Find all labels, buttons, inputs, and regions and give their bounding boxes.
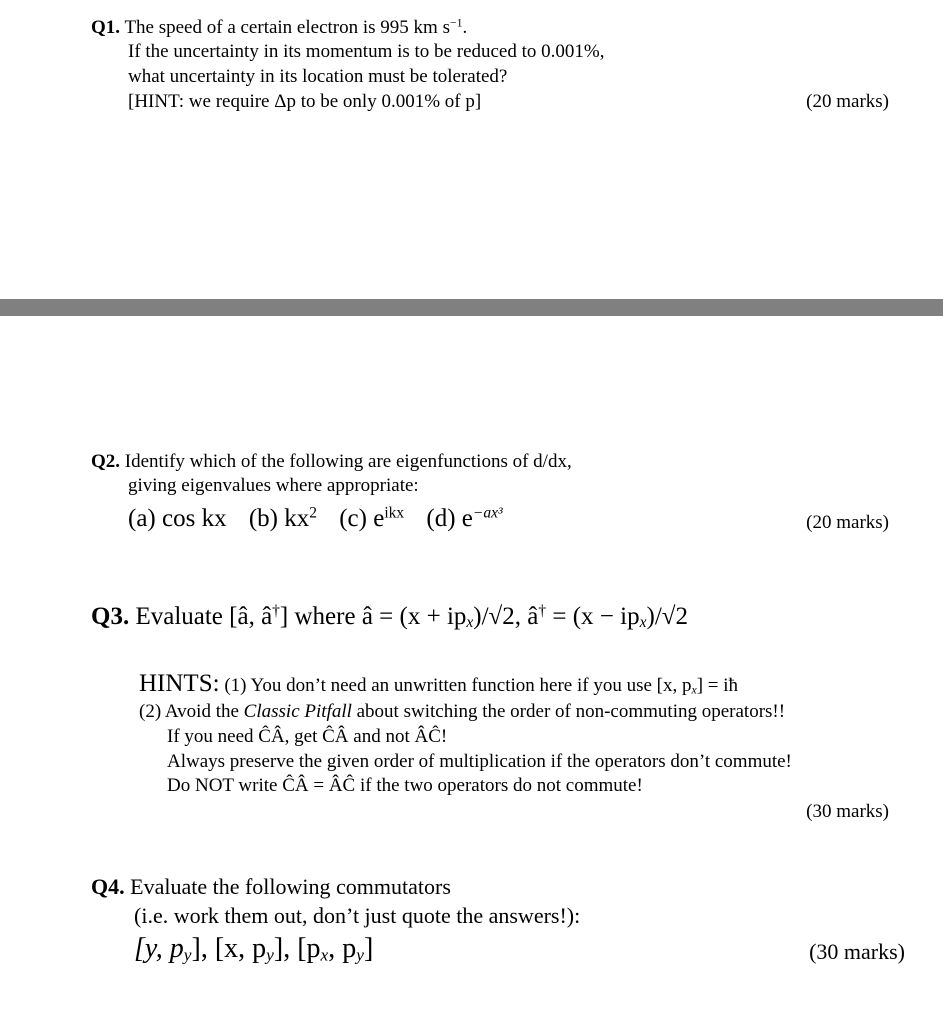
q2-line1: Q2. Identify which of the following are eigenfunctions of d/dx,: [91, 451, 572, 472]
q1-line3: what uncertainty in its location must be tolerated?: [128, 66, 508, 87]
q3-hint4: Always preserve the given order of multiplication if the operators don’t commute!: [167, 751, 792, 772]
q1-hint: [HINT: we require Δp to be only 0.001% of p]: [128, 91, 482, 112]
q2-option-a: (a) cos kx: [128, 505, 227, 532]
q1-line2: If the uncertainty in its momentum is to be reduced to 0.001%,: [128, 41, 605, 62]
q4-marks: (30 marks): [809, 939, 905, 964]
q2-option-b: (b) $kx^2$: [248, 504, 317, 532]
q2-option-c: (c) $e^{ikx}$: [339, 504, 405, 532]
q2-label: Q2.: [91, 451, 121, 472]
q3-hint5: Do NOT write ĈÂ = ÂĈ if the two operators do not commute!: [167, 775, 643, 796]
q1-marks: (20 marks): [806, 91, 889, 112]
q4-commutators: [y, $p_y$], [x, $p_y$], [$p_x$, $p_y$]: [134, 933, 374, 965]
q3-hint1: HINTS: (1) You don’t need an unwritten function here if you use [x, $p_x$] = iħ: [139, 670, 739, 697]
q3-hint2: (2) Avoid the Classic Pitfall about switching the order of non-commuting operators!!: [139, 701, 786, 722]
q1-label: Q1.: [91, 17, 121, 38]
q4-label: Q4.: [91, 874, 125, 899]
q3-hint3: If you need ĈÂ, get ĈÂ and not ÂĈ!: [167, 726, 448, 747]
q3-marks: (30 marks): [806, 801, 889, 822]
q3-hints-title: HINTS:: [139, 670, 220, 697]
q4-line2: (i.e. work them out, don’t just quote the answers!):: [134, 903, 581, 928]
q2-marks: (20 marks): [806, 512, 889, 533]
page-divider: [0, 299, 943, 316]
q4-line1: Q4. Evaluate the following commutators: [91, 874, 451, 899]
q3-line1: Q3. Evaluate [â, â†] where â = $(x + ip_x)/√2$, â† = $(x - ip_x)/√2$: [91, 602, 688, 632]
q3-label: Q3.: [91, 603, 130, 630]
q1-line1: Q1. The speed of a certain electron is 995 km $s^{-1}$.: [91, 16, 468, 38]
q2-line2: giving eigenvalues where appropriate:: [128, 475, 419, 496]
q2-option-d: (d) $e^{-ax^3}$: [426, 504, 503, 532]
q2-options: [128, 504, 503, 534]
